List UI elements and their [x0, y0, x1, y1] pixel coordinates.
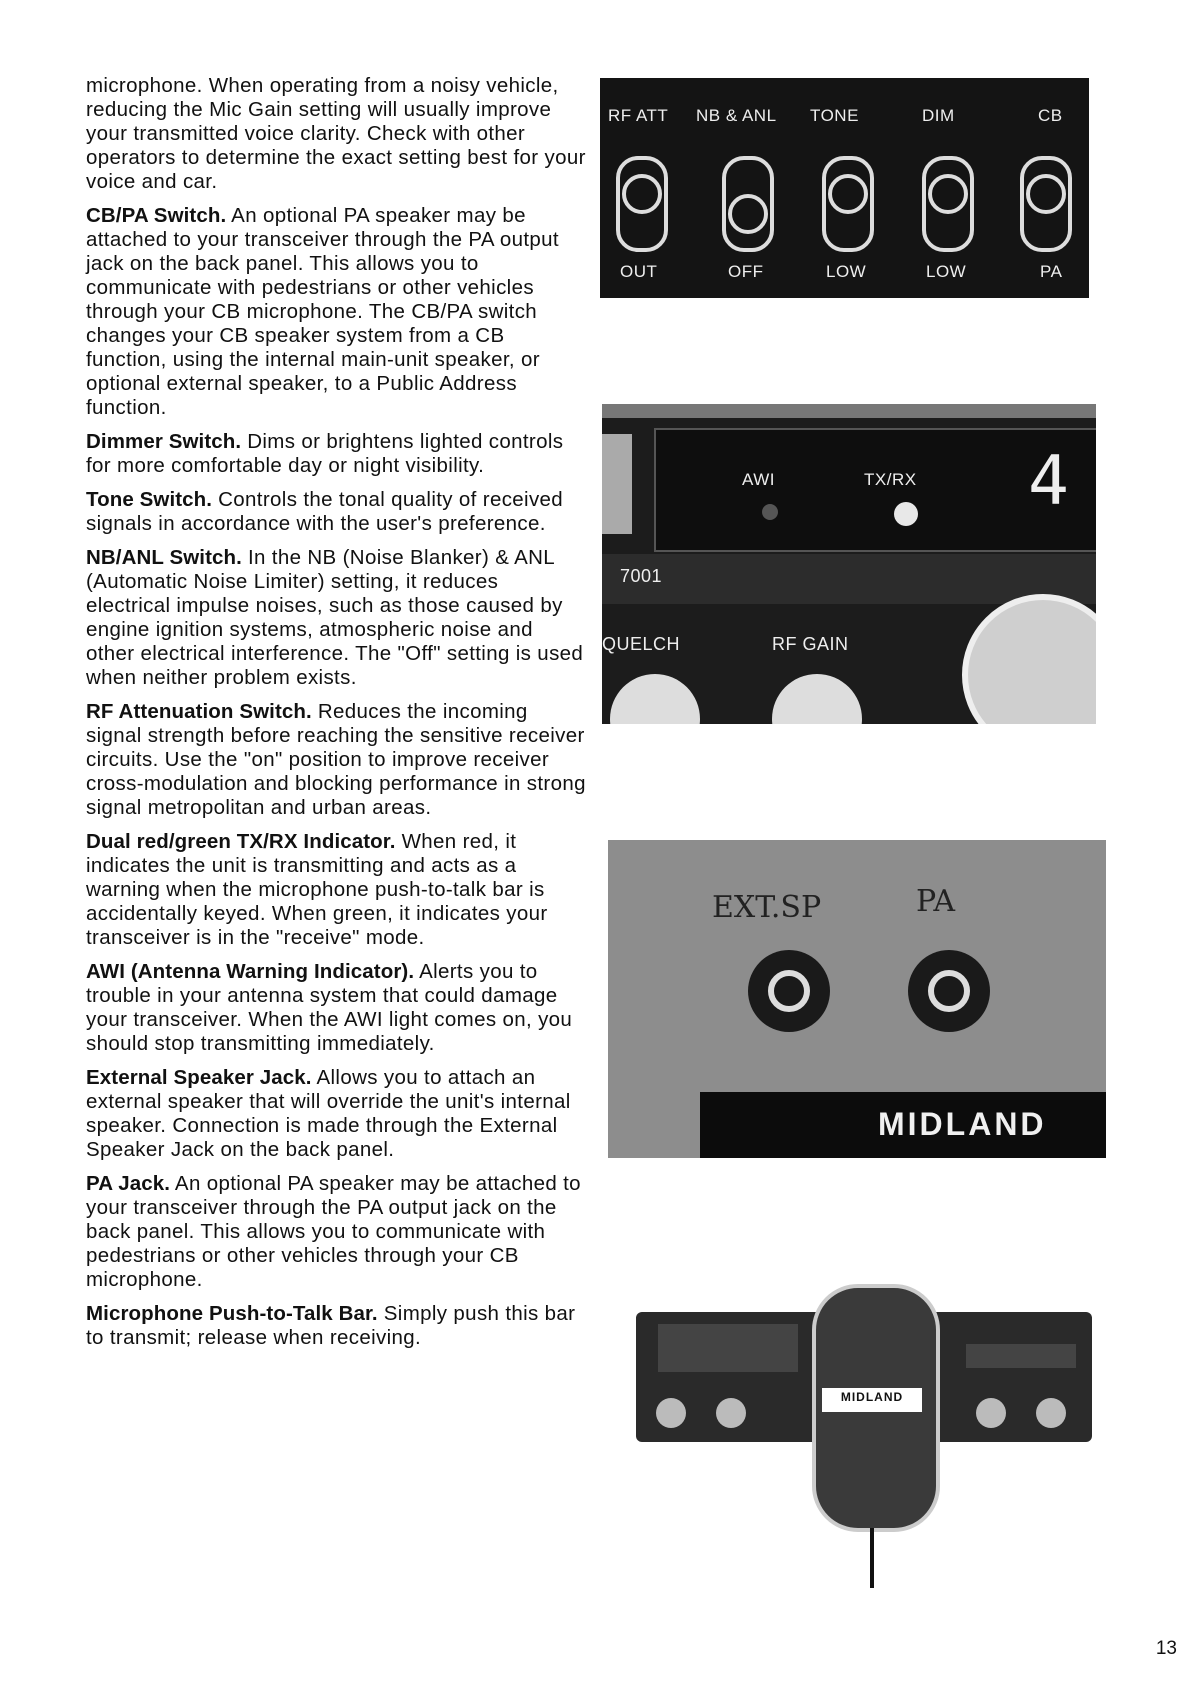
label-rf-gain: RF GAIN [772, 634, 849, 654]
pajack-body: An optional PA speaker may be attached to your transceiver through the PA output jack on the back panel. This allows you to communicate with pedestrians or other vehicles through your CB microphone. [86, 1172, 581, 1291]
rfatt-body: Reduces the incoming signal strength before reaching the sensitive receiver circuits. Use the "on" position to improve receiver cross-modulation and blocking performance in strong signal metropolitan and urban areas. [86, 700, 586, 819]
text-column [86, 74, 586, 1360]
awi-paragraph [86, 960, 586, 1056]
label-tone: TONE [810, 106, 859, 125]
extsp-title: External Speaker Jack. [86, 1066, 312, 1089]
label-nb-anl: NB & ANL [696, 106, 777, 125]
midland-logo: MIDLAND [878, 1106, 1047, 1142]
page-number: 13 [1155, 1638, 1177, 1659]
tone-switch[interactable] [822, 156, 874, 252]
pa-jack[interactable] [908, 950, 990, 1032]
cb-pa-switch[interactable] [1020, 156, 1072, 252]
txrx-paragraph [86, 830, 586, 950]
label-squelch: QUELCH [602, 634, 681, 654]
rf-att-switch[interactable] [616, 156, 668, 252]
awi-light [762, 504, 778, 520]
ptt-body: Simply push this bar to transmit; release when receiving. [86, 1302, 576, 1349]
nbanl-title: NB/ANL Switch. [86, 546, 242, 569]
label-cb: CB [1038, 106, 1063, 125]
cbpa-title: CB/PA Switch. [86, 204, 227, 227]
dimmer-title: Dimmer Switch. [86, 430, 242, 453]
label-pa-jack: PA [916, 884, 956, 919]
dimmer-body: Dims or brightens lighted controls for more comfortable day or night visibility. [86, 430, 564, 477]
pajack-paragraph [86, 1172, 586, 1292]
cbpa-body: An optional PA speaker may be attached to your transceiver through the PA output jack on the back panel. This allows you to communicate with pedestrians or other vehicles through your CB microphone. The CB/PA switch changes your CB speaker system from a CB function, using the internal main-unit speaker, or optional external speaker, to a Public Address function. [86, 204, 559, 419]
awi-body: Alerts you to trouble in your antenna system that could damage your transceiver. When the AWI light comes on, you should stop transmitting immediately. [86, 960, 573, 1055]
txrx-title: Dual red/green TX/RX Indicator. [86, 830, 396, 853]
rfatt-paragraph [86, 700, 586, 820]
rf-gain-knob[interactable] [772, 674, 862, 724]
label-low-dim: LOW [926, 262, 967, 281]
ptt-title: Microphone Push-to-Talk Bar. [86, 1302, 378, 1325]
label-rf-att: RF ATT [608, 106, 669, 125]
model-number: 7001 [620, 566, 663, 586]
extsp-body: Allows you to attach an external speaker that will override the unit's internal speaker. Connection is made through the External Speaker Jack on the back panel. [86, 1066, 571, 1161]
pajack-title: PA Jack. [86, 1172, 170, 1195]
extsp-paragraph [86, 1066, 586, 1162]
back-panel-photo [608, 840, 1106, 1158]
label-awi: AWI [742, 470, 775, 489]
label-ext-sp: EXT.SP [712, 890, 822, 925]
awi-title: AWI (Antenna Warning Indicator). [86, 960, 415, 983]
nb-anl-switch[interactable] [722, 156, 774, 252]
transceiver-photo [636, 1280, 1096, 1590]
mic-label-plate [822, 1388, 922, 1412]
indicator-panel-photo [602, 404, 1096, 724]
txrx-body: When red, it indicates the unit is transmitting and acts as a warning when the microphone push-to-talk bar is accidentally keyed. When green, it indicates your transceiver is in the "receive" mode. [86, 830, 548, 949]
mic-cord [870, 1528, 874, 1588]
channel-display: 4 [1028, 442, 1069, 521]
txrx-light [894, 502, 918, 526]
label-out: OUT [620, 262, 658, 281]
cbpa-paragraph [86, 204, 586, 420]
intro-text: microphone. When operating from a noisy vehicle, reducing the Mic Gain setting will usually improve your transmitted voice clarity. Check with other operators to determine the exact setting best for your voice and car. [86, 74, 586, 193]
label-txrx: TX/RX [864, 470, 917, 489]
mic-brand: MIDLAND [840, 1390, 904, 1404]
label-pa: PA [1040, 262, 1063, 281]
ptt-paragraph [86, 1302, 586, 1350]
ext-speaker-jack[interactable] [748, 950, 830, 1032]
dim-switch[interactable] [922, 156, 974, 252]
label-off: OFF [728, 262, 764, 281]
tone-paragraph [86, 488, 586, 536]
intro-paragraph [86, 74, 586, 194]
label-low-tone: LOW [826, 262, 867, 281]
label-dim: DIM [922, 106, 955, 125]
rfatt-title: RF Attenuation Switch. [86, 700, 312, 723]
nbanl-paragraph [86, 546, 586, 690]
tone-body: Controls the tonal quality of received signals in accordance with the user's preference. [86, 488, 564, 535]
nbanl-body: In the NB (Noise Blanker) & ANL (Automatic Noise Limiter) setting, it reduces electrical impulse noises, such as those caused by engine ignition systems, atmospheric noise and other electrical interference. The "Off" setting is used when neither problem exists. [86, 546, 584, 689]
switch-panel-photo [600, 78, 1089, 298]
tone-title: Tone Switch. [86, 488, 213, 511]
squelch-knob[interactable] [610, 674, 700, 724]
dimmer-paragraph [86, 430, 586, 478]
channel-selector-dial[interactable] [962, 594, 1096, 724]
